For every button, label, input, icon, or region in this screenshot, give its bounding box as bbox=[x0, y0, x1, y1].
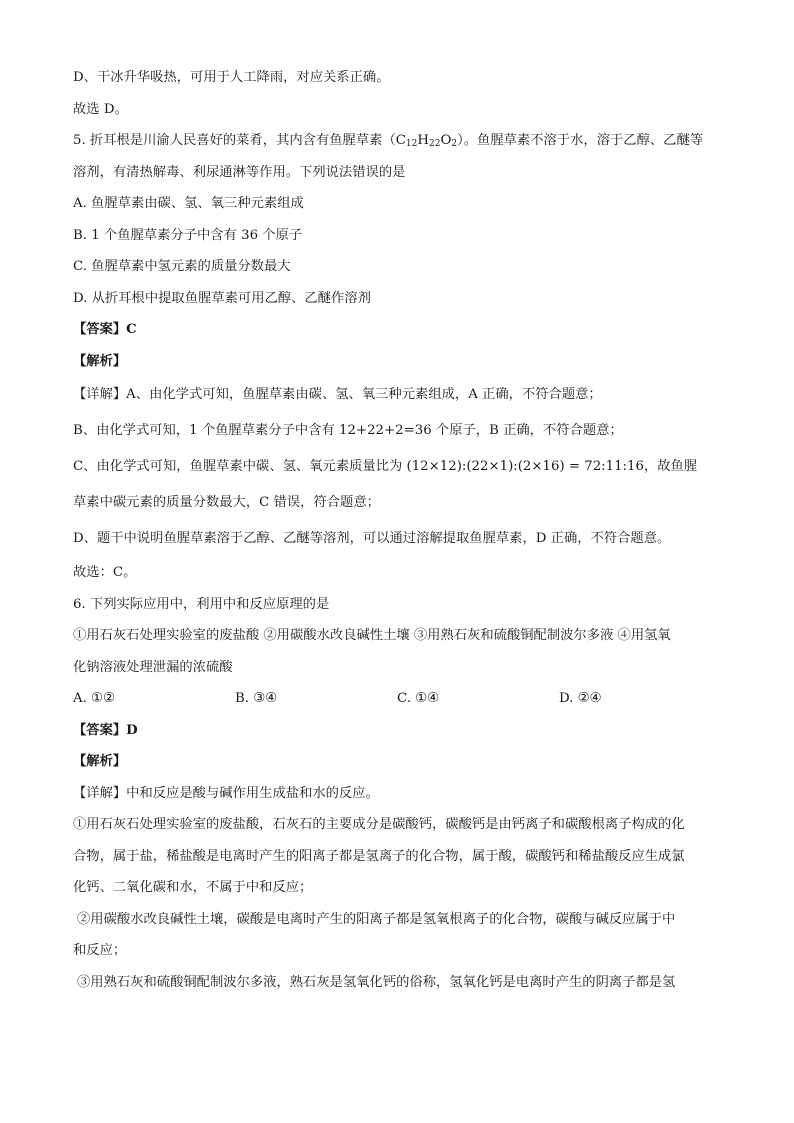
answer-label: 【答案】D bbox=[73, 722, 138, 738]
option-b: B. 1 个鱼腥草素分子中含有 36 个原子 bbox=[73, 227, 303, 243]
question-5-stem bbox=[73, 125, 723, 157]
text-line: 【详解】中和反应是酸与碱作用生成盐和水的反应。 bbox=[73, 785, 379, 801]
text-line: ②用碳酸水改良碱性土壤，碳酸是电离时产生的阳离子都是氢氧根离子的化合物，碳酸与碱反应属于中 bbox=[77, 911, 676, 927]
text-line: C、由化学式可知，鱼腥草素中碳、氢、氧元素质量比为 (12×12):(22×1):(2×16) = 72:11:16，故鱼腥 bbox=[73, 459, 698, 474]
option-c: C. 鱼腥草素中氢元素的质量分数最大 bbox=[73, 259, 291, 274]
option-d: D. ②④ bbox=[559, 691, 602, 706]
option-a: A. 鱼腥草素由碳、氢、氧三种元素组成 bbox=[73, 196, 304, 211]
text-fragment: H bbox=[417, 133, 429, 148]
text-line: 合物，属于盐，稀盐酸是电离时产生的阳离子都是氢离子的化合物，属于酸，碳酸钙和稀盐酸反应生成氯 bbox=[73, 848, 685, 864]
option-b: B. ③④ bbox=[235, 691, 278, 706]
text-line: ③用熟石灰和硫酸铜配制波尔多液，熟石灰是氢氧化钙的俗称，氢氧化钙是电离时产生的阴离子都是氢 bbox=[77, 974, 676, 990]
text-line: B、由化学式可知，1 个鱼腥草素分子中含有 12+22+2=36 个原子，B 正确，不符合题意； bbox=[73, 423, 623, 438]
text-line: 草素中碳元素的质量分数最大，C 错误，符合题意； bbox=[73, 495, 380, 510]
text-line: 和反应； bbox=[73, 943, 127, 958]
text-line: 溶剂，有清热解毒、利尿通淋等作用。下列说法错误的是 bbox=[73, 164, 406, 180]
text-line: 故选 D。 bbox=[73, 101, 128, 117]
text-line: D、干冰升华吸热，可用于人工降雨，对应关系正确。 bbox=[73, 70, 390, 85]
question-6-stem: 6. 下列实际应用中，利用中和反应原理的是 bbox=[73, 596, 330, 612]
text-line: ①用石灰石处理实验室的废盐酸 ②用碳酸水改良碱性土壤 ③用熟石灰和硫酸铜配制波尔多液 ④用氢氧 bbox=[73, 628, 671, 643]
text-line: 化钠溶液处理泄漏的浓硫酸 bbox=[73, 659, 233, 675]
analysis-label: 【解析】 bbox=[73, 754, 127, 769]
text-fragment: ）。鱼腥草素不溶于水，溶于乙醇、乙醚等 bbox=[457, 133, 704, 148]
text-line: 化钙、二氧化碳和水，不属于中和反应； bbox=[73, 880, 313, 895]
text-line: ①用石灰石处理实验室的废盐酸，石灰石的主要成分是碳酸钙，碳酸钙是由钙离子和碳酸根离子构成的化 bbox=[73, 817, 685, 832]
text-line: 故选：C。 bbox=[73, 565, 137, 580]
option-d: D. 从折耳根中提取鱼腥草素可用乙醇、乙醚作溶剂 bbox=[73, 290, 371, 306]
text-fragment: O bbox=[440, 133, 452, 148]
option-a: A. ①② bbox=[73, 691, 115, 706]
text-line: D、题干中说明鱼腥草素溶于乙醇、乙醚等溶剂，可以通过溶解提取鱼腥草素，D 正确，不符合题意。 bbox=[73, 531, 671, 546]
subscript: 2 bbox=[451, 139, 458, 149]
text-fragment: 5. 折耳根是川渝人民喜好的菜肴，其内含有鱼腥草素（C bbox=[73, 133, 406, 148]
analysis-label: 【解析】 bbox=[73, 353, 127, 369]
subscript: 22 bbox=[428, 139, 441, 149]
subscript: 12 bbox=[405, 139, 418, 149]
options-row bbox=[73, 683, 723, 715]
document-page bbox=[73, 62, 723, 998]
text-line: 【详解】A、由化学式可知，鱼腥草素由碳、氢、氧三种元素组成，A 正确，不符合题意； bbox=[73, 387, 602, 402]
answer-label: 【答案】C bbox=[73, 322, 137, 337]
option-c: C. ①④ bbox=[397, 691, 439, 706]
